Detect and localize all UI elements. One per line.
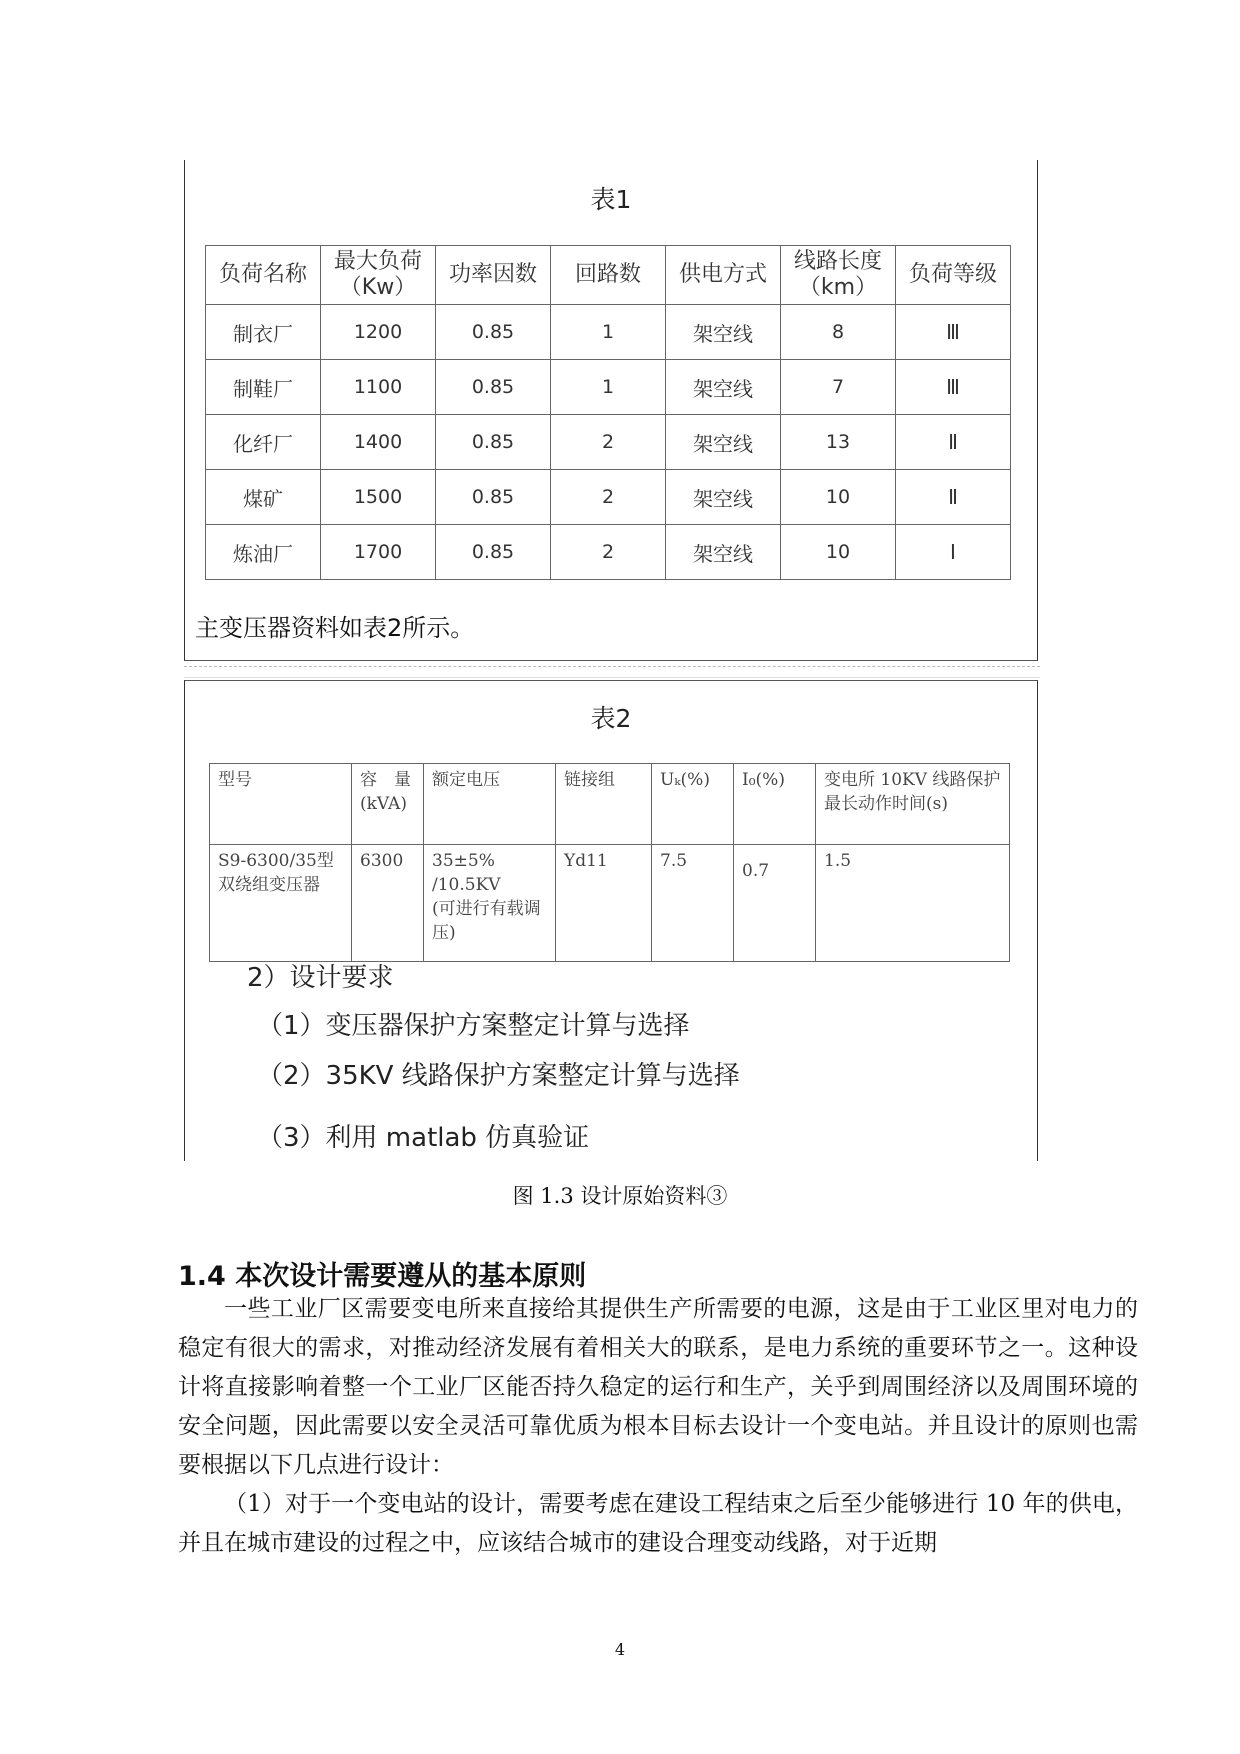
cell-power-factor: 0.85 <box>436 305 551 360</box>
header-max-action-time: 变电所 10KV 线路保护最长动作时间(s) <box>816 764 1010 845</box>
cell-circuits: 2 <box>551 525 666 580</box>
header-load-class: 负荷等级 <box>896 246 1011 305</box>
cell-load-name: 煤矿 <box>206 470 321 525</box>
cell-power-factor: 0.85 <box>436 525 551 580</box>
cell-supply-mode: 架空线 <box>666 415 781 470</box>
table-header-row <box>210 764 1010 845</box>
page-number: 4 <box>614 1640 626 1659</box>
cell-load-class: Ⅲ <box>896 360 1011 415</box>
paragraph: 一些工业厂区需要变电所来直接给其提供生产所需要的电源，这是由于工业区里对电力的稳定有很大的需求，对推动经济发展有着相关大的联系，是电力系统的重要环节之一。这种设计将直接影响着整一个工业厂区能否持久稳定的运行和生产，关乎到周围经济以及周围环境的安全问题，因此需要以安全灵活可靠优质为根本目标去设计一个变电站。并且设计的原则也需要根据以下几点进行设计： <box>178 1296 1138 1478</box>
cell-load-class: Ⅲ <box>896 305 1011 360</box>
figure-screenshot-table1 <box>184 160 1038 661</box>
header-rated-voltage: 额定电压 <box>424 764 556 845</box>
cell-supply-mode: 架空线 <box>666 470 781 525</box>
cell-max-action-time: 1.5 <box>816 845 1010 962</box>
cell-max-load: 1200 <box>321 305 436 360</box>
cell-load-name: 制衣厂 <box>206 305 321 360</box>
header-circuits: 回路数 <box>551 246 666 305</box>
cell-circuits: 2 <box>551 415 666 470</box>
cell-power-factor: 0.85 <box>436 360 551 415</box>
header-capacity: 容 量 (kVA) <box>352 764 424 845</box>
cell-rated-voltage: 35±5% /10.5KV (可进行有载调压) <box>424 845 556 962</box>
paragraph: （1）对于一个变电站的设计，需要考虑在建设工程结束之后至少能够进行 10 年的供电，并且在城市建设的过程之中，应该结合城市的建设合理变动线路，对于近期 <box>178 1491 1138 1556</box>
requirements-title: 2）设计要求 <box>247 963 394 993</box>
cell-supply-mode: 架空线 <box>666 360 781 415</box>
cell-line-length: 8 <box>781 305 896 360</box>
section-heading: 1.4 本次设计需要遵从的基本原则 <box>178 1261 587 1292</box>
cell-power-factor: 0.85 <box>436 415 551 470</box>
cell-circuits: 1 <box>551 305 666 360</box>
table-row <box>206 305 1011 360</box>
requirement-item: （1）变压器保护方案整定计算与选择 <box>257 1011 690 1041</box>
cell-max-load: 1100 <box>321 360 436 415</box>
header-line-length: 线路长度 （km） <box>781 246 896 305</box>
cell-power-factor: 0.85 <box>436 470 551 525</box>
cell-load-class: Ⅰ <box>896 525 1011 580</box>
cell-circuits: 1 <box>551 360 666 415</box>
cell-capacity: 6300 <box>352 845 424 962</box>
header-supply-mode: 供电方式 <box>666 246 781 305</box>
requirement-item: （2）35KV 线路保护方案整定计算与选择 <box>257 1061 740 1091</box>
header-max-load: 最大负荷 （Kw） <box>321 246 436 305</box>
header-i0: I₀(%) <box>734 764 816 845</box>
table1-note: 主变压器资料如表2所示。 <box>195 614 475 642</box>
body-text <box>178 1290 1138 1563</box>
cell-line-length: 13 <box>781 415 896 470</box>
cell-circuits: 2 <box>551 470 666 525</box>
load-table <box>205 245 1011 580</box>
requirement-item: （3）利用 matlab 仿真验证 <box>257 1123 590 1153</box>
table-row <box>206 525 1011 580</box>
header-load-name: 负荷名称 <box>206 246 321 305</box>
table-row <box>206 470 1011 525</box>
cell-load-class: Ⅱ <box>896 415 1011 470</box>
table-header-row <box>206 246 1011 305</box>
cell-line-length: 10 <box>781 525 896 580</box>
cell-supply-mode: 架空线 <box>666 305 781 360</box>
cell-line-length: 10 <box>781 470 896 525</box>
cell-max-load: 1700 <box>321 525 436 580</box>
cell-supply-mode: 架空线 <box>666 525 781 580</box>
table-row <box>206 415 1011 470</box>
cell-max-load: 1400 <box>321 415 436 470</box>
table-row <box>206 360 1011 415</box>
cell-load-class: Ⅱ <box>896 470 1011 525</box>
cell-line-length: 7 <box>781 360 896 415</box>
cell-load-name: 制鞋厂 <box>206 360 321 415</box>
cell-connection-group: Yd11 <box>556 845 652 962</box>
header-uk: Uₖ(%) <box>652 764 734 845</box>
cell-load-name: 化纤厂 <box>206 415 321 470</box>
transformer-table <box>209 763 1010 962</box>
screenshot-seam-divider <box>184 666 1040 678</box>
cell-load-name: 炼油厂 <box>206 525 321 580</box>
cell-max-load: 1500 <box>321 470 436 525</box>
cell-i0: 0.7 <box>734 845 816 962</box>
header-model: 型号 <box>210 764 352 845</box>
cell-model: S9-6300/35型双绕组变压器 <box>210 845 352 962</box>
header-power-factor: 功率因数 <box>436 246 551 305</box>
header-connection-group: 链接组 <box>556 764 652 845</box>
table1-caption: 表1 <box>590 185 632 214</box>
table-row <box>210 845 1010 962</box>
figure-screenshot-table2 <box>184 680 1038 1161</box>
figure-caption: 图 1.3 设计原始资料③ <box>512 1184 728 1208</box>
cell-uk: 7.5 <box>652 845 734 962</box>
table2-caption: 表2 <box>590 704 632 733</box>
